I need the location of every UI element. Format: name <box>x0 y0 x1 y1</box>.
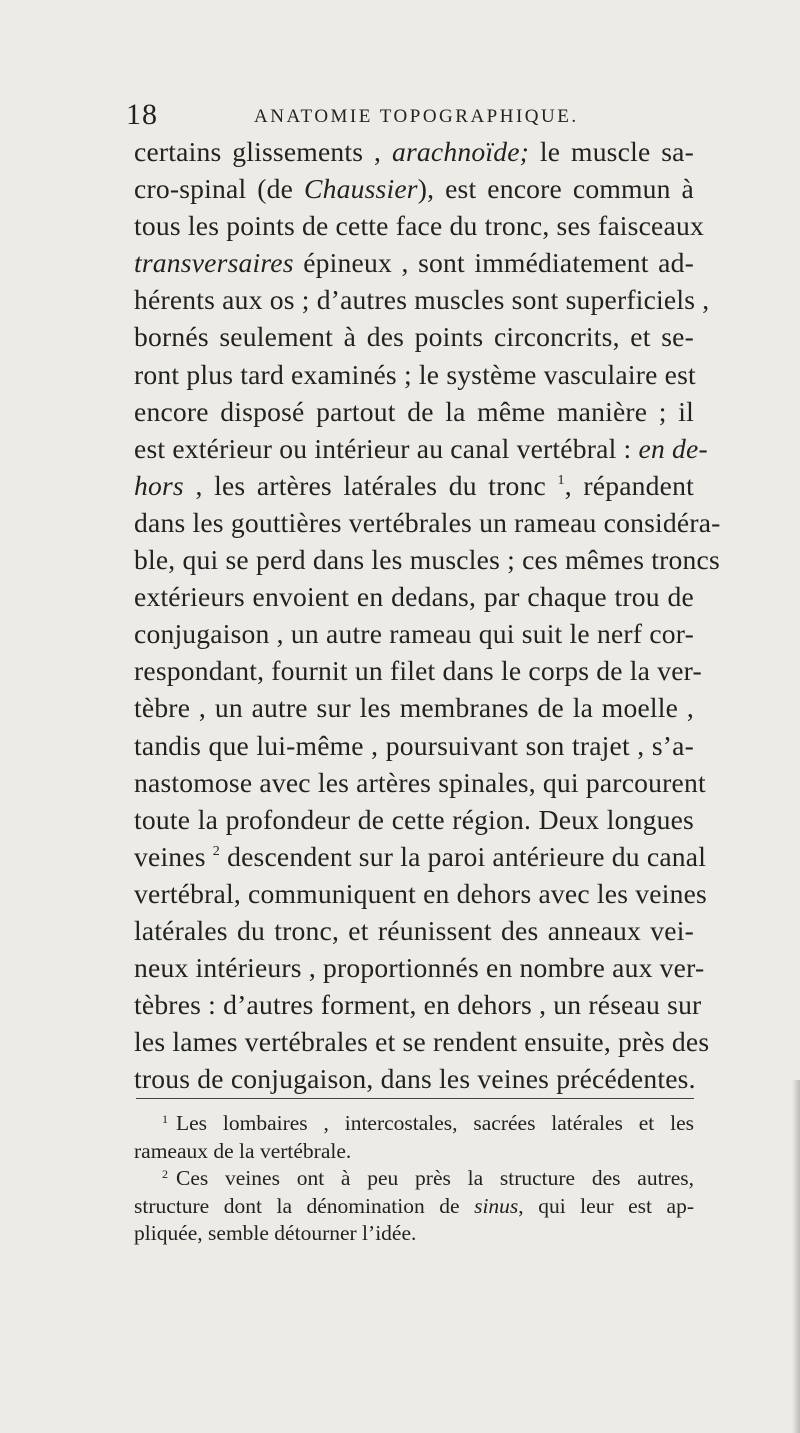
text-run: ble, qui se perd dans les muscles ; ces mêmes troncs <box>134 544 720 576</box>
page-edge-shadow <box>792 1080 800 1433</box>
text-run: ront plus tard examinés ; le système vasculaire est <box>134 358 696 390</box>
text-line <box>134 838 707 875</box>
footnote-reference: 1 <box>557 472 565 488</box>
italic-text: sinus <box>474 1193 519 1218</box>
text-run: trous de conjugaison, dans les veines précédentes. <box>134 1063 696 1095</box>
text-line <box>134 652 702 689</box>
text-line <box>134 207 704 244</box>
text-run: hérents aux os ; d’autres muscles sont superficiels , <box>134 284 710 316</box>
italic-text: en de- <box>638 432 708 464</box>
page-header <box>126 96 686 132</box>
text-line <box>134 912 694 949</box>
page-number: 18 <box>126 98 158 131</box>
running-title: ANATOMIE TOPOGRAPHIQUE. <box>254 106 579 127</box>
footnote-mark: 2 <box>162 1167 168 1182</box>
text-run: bornés seulement à des points circoncrits, et se- <box>134 321 694 353</box>
text-line <box>134 801 694 838</box>
text-run: épineux , sont immédiatement ad- <box>293 247 694 279</box>
text-line <box>134 281 710 318</box>
italic-text: Chaussier <box>303 173 418 205</box>
text-run: respondant, fournit un filet dans le corps de la ver- <box>134 655 702 687</box>
text-run: rameaux de la vertébrale. <box>134 1138 352 1163</box>
text-run: , qui leur est ap- <box>518 1193 694 1218</box>
footnote-line <box>134 1220 694 1248</box>
text-run: tous les points de cette face du tronc, ses faisceaux <box>134 210 704 242</box>
footnote-line <box>134 1110 694 1138</box>
text-run: certains glissements , <box>134 136 392 167</box>
text-line <box>134 170 694 207</box>
text-run: ), est encore commun à <box>417 173 694 205</box>
text-run: veines <box>134 840 213 872</box>
text-line <box>134 393 694 430</box>
text-run: pliquée, semble détourner l’idée. <box>134 1221 417 1246</box>
text-line <box>134 467 694 504</box>
text-run: structure dont la dénomination de <box>134 1193 475 1218</box>
italic-text: arachnoïde; <box>391 136 530 167</box>
text-run: tèbres : d’autres forment, en dehors , un réseau sur <box>134 989 702 1021</box>
text-run: nastomose avec les artères spinales, qui parcourent <box>134 766 706 798</box>
text-line <box>134 578 694 615</box>
text-line <box>134 318 694 355</box>
footnote-line <box>134 1138 694 1166</box>
text-line <box>134 875 707 912</box>
text-line <box>134 727 694 764</box>
text-line <box>134 356 694 393</box>
text-line <box>134 764 706 801</box>
text-run: Ces veines ont à peu près la structure des autres, <box>176 1166 694 1191</box>
text-run: Les lombaires , intercostales, sacrées latérales et les <box>176 1111 694 1135</box>
italic-text: hors <box>134 469 184 501</box>
text-line <box>134 244 694 281</box>
text-line <box>134 615 694 652</box>
text-line <box>134 133 694 170</box>
text-run: latérales du tronc, et réunissent des anneaux vei- <box>134 914 694 946</box>
footnotes <box>134 1110 694 1248</box>
text-line <box>134 986 702 1023</box>
text-run: conjugaison , un autre rameau qui suit le nerf cor- <box>134 618 694 650</box>
text-run: descendent sur la paroi antérieure du canal <box>220 840 707 872</box>
text-run: tèbre , un autre sur les membranes de la moelle , <box>134 692 694 724</box>
text-line <box>134 689 694 726</box>
footnote-mark: 1 <box>162 1112 168 1126</box>
text-run: les lames vertébrales et se rendent ensuite, près des <box>134 1026 710 1058</box>
footnote-reference: 2 <box>212 843 220 859</box>
text-run: cro-spinal (de <box>134 173 304 205</box>
text-line <box>134 1023 710 1060</box>
text-run: est extérieur ou intérieur au canal vertébral : <box>134 432 639 464</box>
text-line <box>134 541 720 578</box>
text-run: encore disposé partout de la même manière ; il <box>134 395 694 427</box>
text-line <box>134 949 705 986</box>
italic-text: transversaires <box>134 247 294 279</box>
text-run: dans les gouttières vertébrales un rameau considéra- <box>134 506 721 538</box>
text-run: , répandent <box>564 469 694 501</box>
text-line <box>134 430 708 467</box>
text-run: neux intérieurs , proportionnés en nombre aux ver- <box>134 952 705 984</box>
text-line <box>134 504 721 541</box>
text-run: le muscle sa- <box>529 136 694 167</box>
text-run: extérieurs envoient en dedans, par chaque trou de <box>134 581 694 613</box>
main-text <box>134 133 721 1097</box>
text-run: , les artères latérales du tronc <box>183 469 558 501</box>
footnote-rule <box>136 1098 694 1099</box>
text-line <box>134 1060 694 1097</box>
footnote-line <box>134 1193 694 1221</box>
text-run: tandis que lui-même , poursuivant son trajet , s’a- <box>134 729 694 761</box>
text-run: vertébral, communiquent en dehors avec les veines <box>134 877 707 909</box>
text-run: toute la profondeur de cette région. Deux longues <box>134 803 694 835</box>
footnote-line <box>134 1165 694 1193</box>
